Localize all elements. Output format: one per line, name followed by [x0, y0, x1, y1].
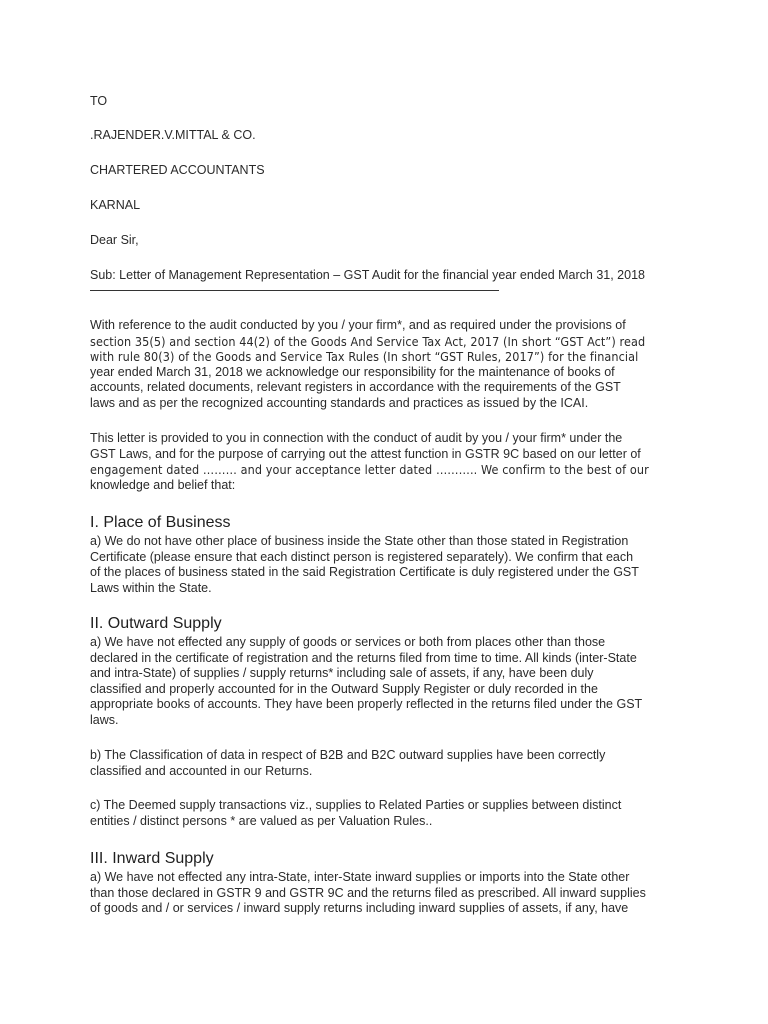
paragraph-line: of goods and / or services / inward supply returns including inward supplies of assets, if any, have: [90, 901, 629, 916]
purpose-line: engagement dated ……… and your acceptance letter dated ……….. We confirm to the best of our: [90, 462, 649, 478]
firm-city: KARNAL: [90, 198, 141, 212]
heading-place-of-business: I. Place of Business: [90, 514, 231, 531]
addressee-to: TO: [90, 94, 108, 108]
paragraph-line: a) We have not effected any intra-State, inter-State inward supplies or imports into the State other: [90, 870, 630, 884]
paragraph-line: entities / distinct persons * are valued as per Valuation Rules..: [90, 813, 433, 828]
intro-paragraph: [90, 318, 690, 412]
paragraph-line: b) The Classification of data in respect of B2B and B2C outward supplies have been correctly: [90, 748, 606, 762]
paragraph-line: classified and accounted in our Returns.: [90, 763, 313, 778]
purpose-line: knowledge and belief that:: [90, 477, 236, 492]
purpose-line: GST Laws, and for the purpose of carrying out the attest function in GSTR 9C based on our letter of: [90, 446, 641, 461]
intro-line: with rule 80(3) of the Goods and Service Tax Rules (In short “GST Rules, 2017”) for the financial: [90, 349, 639, 365]
firm-name: .RAJENDER.V.MITTAL & CO.: [90, 128, 256, 142]
place-of-business-a: [90, 534, 690, 596]
paragraph-line: Certificate (please ensure that each distinct person is registered separately). We confirm that each: [90, 549, 634, 564]
intro-line: accounts, related documents, relevant registers in accordance with the requirements of the GST: [90, 380, 621, 395]
paragraph-line: and intra-State) of supplies / supply returns* including sale of assets, if any, have been duly: [90, 666, 594, 681]
intro-line: laws and as per the recognized accounting standards and practices as issued by the ICAI.: [90, 395, 589, 410]
paragraph-line: a) We have not effected any supply of goods or services or both from places other than those: [90, 635, 606, 649]
inward-supply-a: [90, 870, 690, 917]
intro-line: With reference to the audit conducted by you / your firm*, and as required under the provisions of: [90, 318, 626, 332]
paragraph-line: declared in the certificate of registration and the returns filed from time to time. All kinds (inter-State: [90, 650, 637, 665]
intro-line: year ended March 31, 2018 we acknowledge our responsibility for the maintenance of books of: [90, 364, 615, 379]
firm-title: CHARTERED ACCOUNTANTS: [90, 163, 265, 177]
subject-line: Sub: Letter of Management Representation – GST Audit for the financial year ended March 31, 2018: [90, 268, 645, 282]
paragraph-line: than those declared in GSTR 9 and GSTR 9C and the returns filed as prescribed. All inward supplies: [90, 885, 646, 900]
paragraph-line: classified and properly accounted for in the Outward Supply Register or duly recorded in the: [90, 681, 598, 696]
paragraph-line: Laws within the State.: [90, 580, 212, 595]
purpose-paragraph: [90, 431, 690, 493]
heading-outward-supply: II. Outward Supply: [90, 615, 222, 632]
heading-inward-supply: III. Inward Supply: [90, 850, 214, 867]
purpose-line: This letter is provided to you in connection with the conduct of audit by you / your firm* under the: [90, 431, 623, 445]
outward-supply-c: [90, 798, 690, 829]
paragraph-line: appropriate books of accounts. They have been properly reflected in the returns filed under the GST: [90, 697, 643, 712]
salutation: Dear Sir,: [90, 233, 139, 247]
paragraph-line: a) We do not have other place of business inside the State other than those stated in Registration: [90, 534, 629, 548]
paragraph-line: laws.: [90, 712, 119, 727]
subject-underline: [90, 290, 499, 291]
outward-supply-a: [90, 635, 690, 729]
paragraph-line: of the places of business stated in the said Registration Certificate is duly registered under the GST: [90, 565, 639, 580]
intro-line: section 35(5) and section 44(2) of the Goods And Service Tax Act, 2017 (In short “GST Act”) read: [90, 333, 646, 349]
outward-supply-b: [90, 748, 690, 779]
paragraph-line: c) The Deemed supply transactions viz., supplies to Related Parties or supplies between distinct: [90, 798, 622, 812]
